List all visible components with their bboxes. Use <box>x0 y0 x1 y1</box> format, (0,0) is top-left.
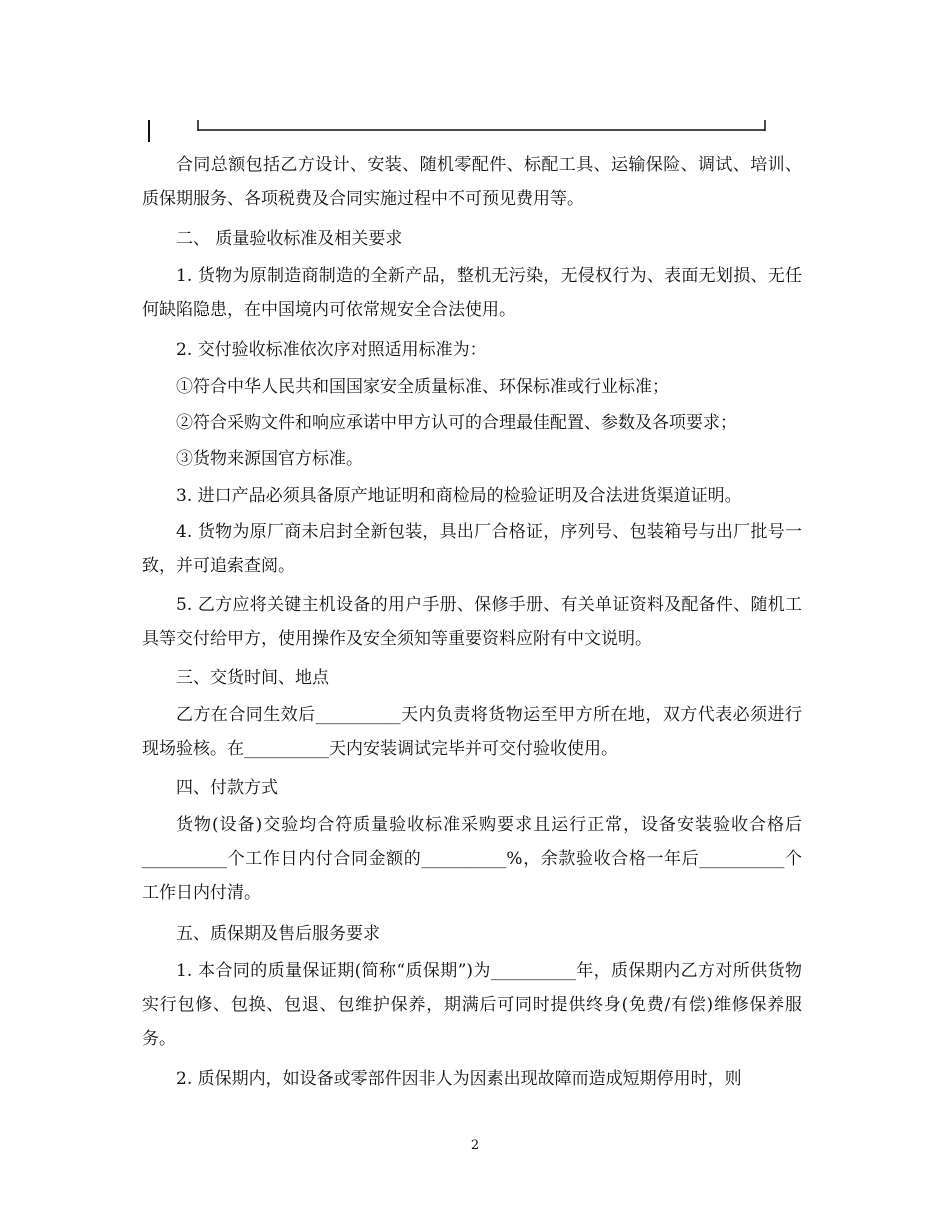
paragraph-warranty-1: 1. 本合同的质量保证期(简称“质保期”)为__________年，质保期内乙方对所供货物实行包修、包换、包退、包维护保养，期满后可同时提供终身(免费/有偿)维修保养服务。 <box>142 961 802 1050</box>
section-heading-quality: 二、 质量验收标准及相关要求 <box>176 229 403 249</box>
paragraph-item-4: 4. 货物为原厂商未启封全新包装，具出厂合格证，序列号、包装箱号与出厂批号一致，并可追索查阅。 <box>142 522 802 577</box>
paragraph-item-1: 1. 货物为原制造商制造的全新产品，整机无污染，无侵权行为、表面无划损、无任何缺陷隐患，在中国境内可依常规安全合法使用。 <box>142 266 802 321</box>
section-heading-delivery: 三、交货时间、地点 <box>176 668 329 688</box>
paragraph-standard-3: ③货物来源国官方标准。 <box>176 449 363 469</box>
section-heading-warranty: 五、质保期及售后服务要求 <box>176 924 380 944</box>
table-border-fragment <box>0 110 950 150</box>
paragraph-payment: 货物(设备)交验均合符质量验收标准采购要求且运行正常，设备安装验收合格后__________个工作日内付合同金额的__________%，余款验收合格一年后__________个工作日内付清。 <box>142 815 802 904</box>
paragraph-delivery: 乙方在合同生效后__________天内负责将货物运至甲方所在地，双方代表必须进行现场验核。在__________天内安装调试完毕并可交付验收使用。 <box>142 705 802 760</box>
paragraph-warranty-2: 2. 质保期内，如设备或零部件因非人为因素出现故障而造成短期停用时，则 <box>176 1069 742 1089</box>
paragraph-item-3: 3. 进口产品必须具备原产地证明和商检局的检验证明及合法进货渠道证明。 <box>176 486 742 506</box>
paragraph-item-5: 5. 乙方应将关键主机设备的用户手册、保修手册、有关单证资料及配备件、随机工具等交付给甲方，使用操作及安全须知等重要资料应附有中文说明。 <box>142 595 802 650</box>
paragraph-item-2: 2. 交付验收标准依次序对照适用标准为： <box>176 340 487 360</box>
paragraph-standard-1: ①符合中华人民共和国国家安全质量标准、环保标准或行业标准； <box>176 377 669 397</box>
paragraph-contract-total: 合同总额包括乙方设计、安装、随机零配件、标配工具、运输保险、调试、培训、质保期服务、各项税费及合同实施过程中不可预见费用等。 <box>142 155 802 210</box>
paragraph-standard-2: ②符合采购文件和响应承诺中甲方认可的合理最佳配置、参数及各项要求； <box>176 413 737 433</box>
page-number: 2 <box>470 1138 480 1153</box>
section-heading-payment: 四、付款方式 <box>176 778 278 798</box>
